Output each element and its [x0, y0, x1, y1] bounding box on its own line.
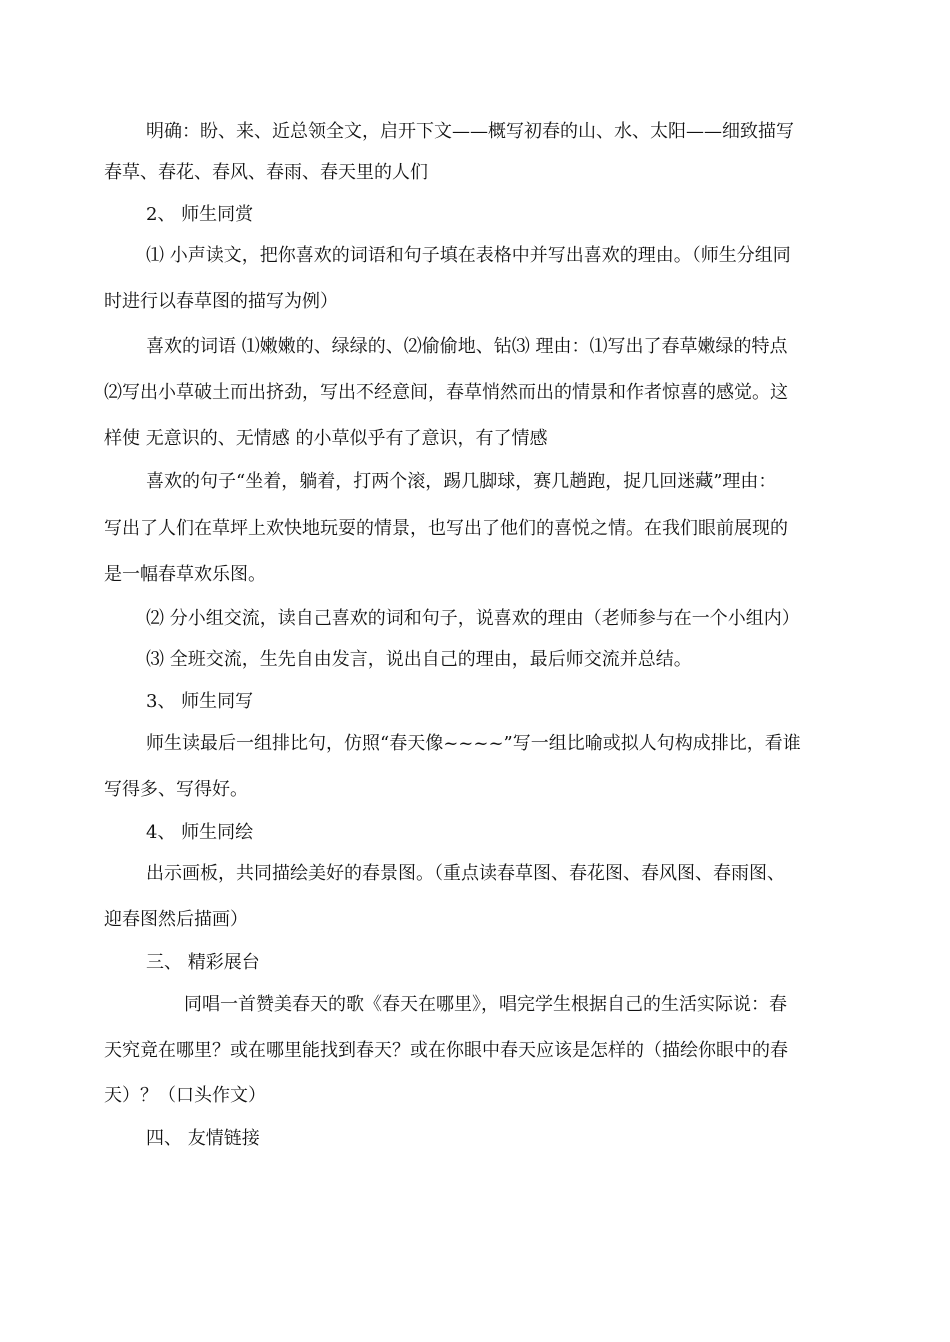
paragraph-line: 天究竟在哪里？或在哪里能找到春天？或在你眼中春天应该是怎样的（描绘你眼中的春: [104, 1040, 788, 1061]
paragraph-line: ⑵写出小草破土而出挤劲，写出不经意间，春草悄然而出的情景和作者惊喜的感觉。这: [104, 382, 788, 403]
paragraph-line: ⑴ 小声读文，把你喜欢的词语和句子填在表格中并写出喜欢的理由。（师生分组同: [146, 245, 791, 266]
paragraph-line: 迎春图然后描画）: [104, 909, 248, 930]
paragraph-line: 写得多、写得好。: [104, 779, 248, 800]
paragraph-line: 天）？（口头作文）: [104, 1085, 266, 1106]
paragraph-line: ⑶ 全班交流，生先自由发言，说出自己的理由，最后师交流并总结。: [146, 649, 692, 670]
section-heading: 3、 师生同写: [146, 691, 254, 712]
paragraph-line: 喜欢的词语 ⑴嫩嫩的、绿绿的、⑵偷偷地、钻⑶ 理由：⑴写出了春草嫩绿的特点: [146, 336, 788, 357]
paragraph-line: 写出了人们在草坪上欢快地玩耍的情景，也写出了他们的喜悦之情。在我们眼前展现的: [104, 518, 788, 539]
paragraph-line: 时进行以春草图的描写为例）: [104, 291, 338, 312]
paragraph-line: 出示画板，共同描绘美好的春景图。（重点读春草图、春花图、春风图、春雨图、: [146, 863, 785, 884]
section-heading: 4、 师生同绘: [146, 822, 254, 843]
section-heading: 四、 友情链接: [146, 1128, 260, 1149]
paragraph-line: 师生读最后一组排比句，仿照“春天像~~~~”写一组比喻或拟人句构成排比，看谁: [146, 733, 801, 754]
section-heading: 三、 精彩展台: [146, 952, 260, 973]
paragraph-line: ⑵ 分小组交流，读自己喜欢的词和句子，说喜欢的理由（老师参与在一个小组内）: [146, 608, 800, 629]
paragraph-line: 明确：盼、来、近总领全文，启开下文——概写初春的山、水、太阳——细致描写: [146, 121, 794, 142]
paragraph-line: 喜欢的句子“坐着，躺着，打两个滚，踢几脚球，赛几趟跑，捉几回迷藏”理由：: [146, 471, 777, 492]
paragraph-line: 样使 无意识的、无情感 的小草似乎有了意识，有了情感: [104, 428, 548, 449]
paragraph-line: 春草、春花、春风、春雨、春天里的人们: [104, 162, 428, 183]
section-heading: 2、 师生同赏: [146, 204, 254, 225]
paragraph-line: 同唱一首赞美春天的歌《春天在哪里》，唱完学生根据自己的生活实际说：春: [184, 994, 787, 1015]
paragraph-line: 是一幅春草欢乐图。: [104, 564, 266, 585]
